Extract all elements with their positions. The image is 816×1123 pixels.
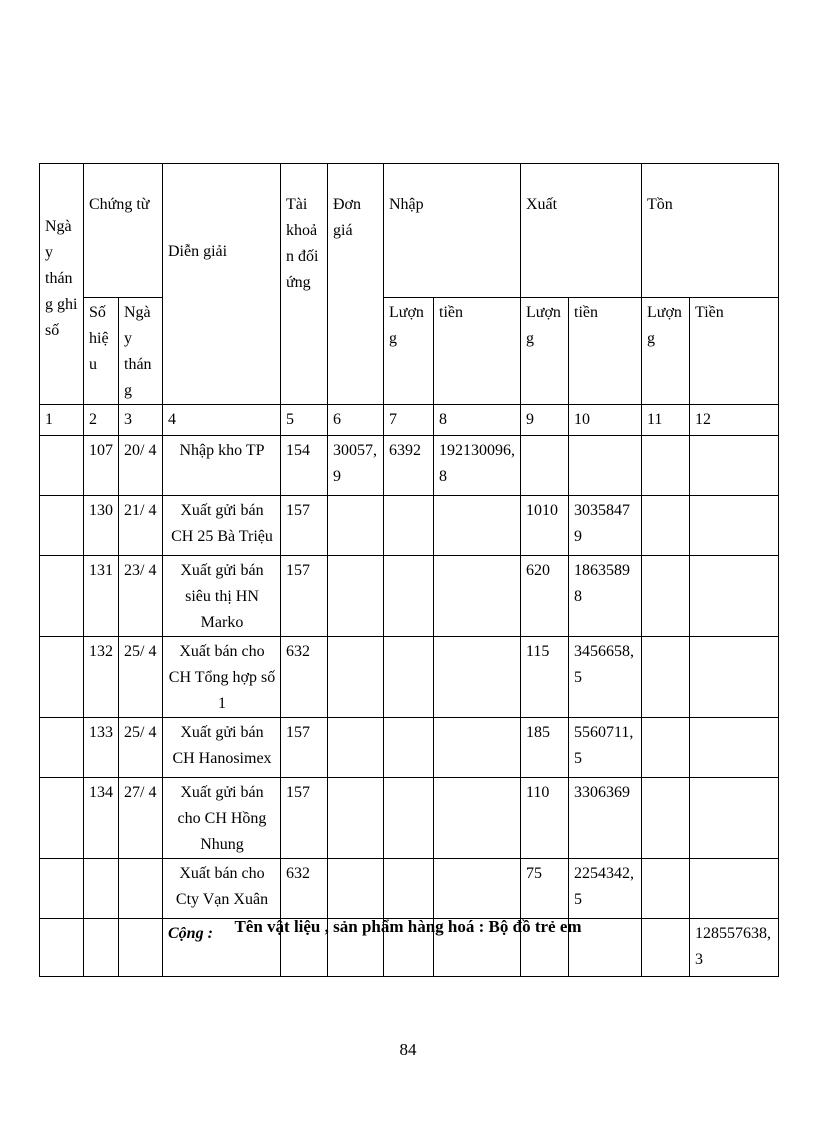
header-so-hieu: Số hiệu [84,298,119,405]
col-number: 10 [569,405,642,436]
cell-don-gia [328,859,384,919]
cell-ngay-thang: 25/ 4 [119,718,163,778]
cell-ton-luong [642,859,690,919]
header-row-2 [40,298,779,405]
cell-tai-khoan: 157 [281,496,328,556]
cell-so-hieu: 133 [84,718,119,778]
cell-ton-tien [690,859,779,919]
cell-don-gia [328,778,384,859]
cell-ton-tien [690,637,779,718]
cell-ngay-ghi-so [40,556,84,637]
cell-tai-khoan: 157 [281,778,328,859]
cell-xuat-luong: 620 [521,556,569,637]
cell-nhap-luong [384,496,434,556]
cell-tai-khoan: 154 [281,436,328,496]
product-caption: Tên vật liệu , sản phẩm hàng hoá : Bộ đồ trẻ em [234,917,582,936]
col-number: 1 [40,405,84,436]
table-row [40,778,779,859]
cell-nhap-tien [434,778,521,859]
cell-nhap-tien: 192130096, 8 [434,436,521,496]
cell-xuat-tien: 2254342, 5 [569,859,642,919]
cell-ngay-ghi-so [40,718,84,778]
cell-dien-giai: Xuất bán cho Cty Vạn Xuân [163,859,281,919]
cell-dien-giai: Xuất gửi bán cho CH Hồng Nhung [163,778,281,859]
cell-tai-khoan: 157 [281,718,328,778]
cell-so-hieu: 130 [84,496,119,556]
header-row-1 [40,164,779,298]
cell-ngay-ghi-so [40,637,84,718]
cell-xuat-tien: 30358479 [569,496,642,556]
cell-dien-giai: Xuất gửi bán CH 25 Bà Triệu [163,496,281,556]
cell-ngay-thang: 20/ 4 [119,436,163,496]
cell-so-hieu: 107 [84,436,119,496]
cell-don-gia: 30057, 9 [328,436,384,496]
table-row [40,556,779,637]
cell-xuat-tien: 5560711, 5 [569,718,642,778]
cell-nhap-tien [434,556,521,637]
header-chung-tu: Chứng từ [84,164,163,298]
cell-nhap-tien [434,718,521,778]
table-row [40,859,779,919]
col-number: 12 [690,405,779,436]
cell-xuat-luong: 185 [521,718,569,778]
cell-xuat-luong: 115 [521,637,569,718]
header-ton-luong: Lượn g [642,298,690,405]
col-number: 7 [384,405,434,436]
total-label: Cộng : [163,919,281,977]
cell-ngay-thang [119,859,163,919]
cell-ton-tien [690,556,779,637]
cell-ngay-ghi-so [40,778,84,859]
cell-ton-tien [690,436,779,496]
cell-xuat-tien [569,436,642,496]
page-number: 84 [399,1040,417,1059]
column-number-row [40,405,779,436]
cell-ton-luong [642,496,690,556]
header-nhap: Nhập [384,164,521,298]
cell-tai-khoan: 632 [281,637,328,718]
inventory-ledger-table [39,163,779,977]
header-ton: Tồn [642,164,779,298]
ledger-body [40,436,779,919]
cell-don-gia [328,637,384,718]
col-number: 3 [119,405,163,436]
cell-nhap-luong [384,718,434,778]
header-ton-tien: Tiền [690,298,779,405]
header-xuat-luong: Lượn g [521,298,569,405]
table-row [40,718,779,778]
cell-xuat-tien: 18635898 [569,556,642,637]
cell-don-gia [328,496,384,556]
table-row [40,436,779,496]
table-row [40,637,779,718]
col-number: 9 [521,405,569,436]
total-ton-tien: 128557638, 3 [690,919,779,977]
header-dien-giai: Diễn giải [163,164,281,405]
cell-nhap-luong [384,637,434,718]
cell-nhap-tien [434,637,521,718]
cell-xuat-luong [521,436,569,496]
cell-ngay-ghi-so [40,496,84,556]
header-ngay-thang-ghi-so: Ngày tháng ghi số [40,164,84,405]
cell-ngay-thang: 25/ 4 [119,637,163,718]
cell-dien-giai: Xuất bán cho CH Tổng hợp số 1 [163,637,281,718]
cell-xuat-luong: 1010 [521,496,569,556]
cell-dien-giai: Xuất gửi bán CH Hanosimex [163,718,281,778]
cell-ton-luong [642,718,690,778]
col-number: 2 [84,405,119,436]
cell-ton-luong [642,436,690,496]
cell-xuat-tien: 3306369 [569,778,642,859]
cell-ton-tien [690,496,779,556]
col-number: 5 [281,405,328,436]
col-number: 4 [163,405,281,436]
cell-so-hieu: 131 [84,556,119,637]
cell-ton-luong [642,778,690,859]
cell-xuat-luong: 110 [521,778,569,859]
cell-xuat-tien: 3456658, 5 [569,637,642,718]
cell-tai-khoan: 632 [281,859,328,919]
cell-dien-giai: Xuất gửi bán siêu thị HN Marko [163,556,281,637]
header-xuat-tien: tiền [569,298,642,405]
cell-nhap-luong [384,556,434,637]
cell-dien-giai: Nhập kho TP [163,436,281,496]
cell-xuat-luong: 75 [521,859,569,919]
header-nhap-luong: Lượn g [384,298,434,405]
cell-tai-khoan: 157 [281,556,328,637]
cell-ton-tien [690,718,779,778]
cell-nhap-tien [434,859,521,919]
cell-ton-luong [642,637,690,718]
cell-don-gia [328,718,384,778]
cell-ngay-ghi-so [40,436,84,496]
header-nhap-tien: tiền [434,298,521,405]
cell-so-hieu: 132 [84,637,119,718]
col-number: 11 [642,405,690,436]
col-number: 8 [434,405,521,436]
cell-nhap-luong: 6392 [384,436,434,496]
table-row [40,496,779,556]
cell-ngay-thang: 27/ 4 [119,778,163,859]
header-xuat: Xuất [521,164,642,298]
cell-so-hieu [84,859,119,919]
cell-ngay-thang: 23/ 4 [119,556,163,637]
cell-ngay-thang: 21/ 4 [119,496,163,556]
cell-don-gia [328,556,384,637]
cell-ngay-ghi-so [40,859,84,919]
cell-ton-tien [690,778,779,859]
cell-nhap-luong [384,859,434,919]
cell-ton-luong [642,556,690,637]
header-ngay-thang: Ngày tháng [119,298,163,405]
cell-nhap-tien [434,496,521,556]
cell-nhap-luong [384,778,434,859]
header-don-gia: Đơn giá [328,164,384,405]
col-number: 6 [328,405,384,436]
header-tai-khoan-doi-ung: Tài khoả n đối ứng [281,164,328,405]
cell-so-hieu: 134 [84,778,119,859]
